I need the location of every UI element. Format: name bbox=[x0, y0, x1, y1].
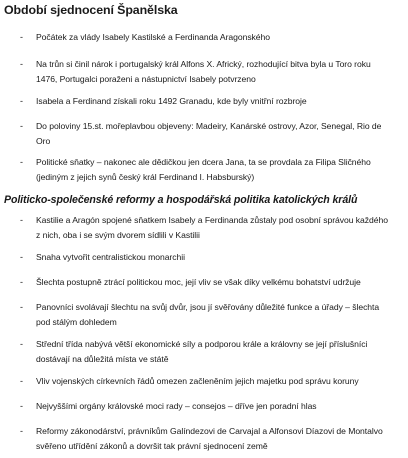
list-item-text bbox=[36, 424, 398, 453]
text-line: Politické sňatky – nakonec ale dědičkou jen dcera Jana, ta se provdala za Filipa Sličného bbox=[36, 157, 371, 167]
section-heading-unification: Období sjednocení Španělska bbox=[4, 3, 178, 17]
bullet-marker: - bbox=[20, 59, 23, 69]
text-line: Do poloviny 15.st. mořeplavbou objeveny: Madeiry, Kanárské ostrovy, Azor, Senegal, Rio de bbox=[36, 121, 382, 131]
list-item-text bbox=[36, 399, 398, 414]
text-line: Kastilie a Aragón spojené sňatkem Isabely a Ferdinanda zůstaly pod osobní správou každého bbox=[36, 215, 388, 225]
text-line: Šlechta postupně ztrácí politickou moc, její vliv se však díky velkému bohatství udržuje bbox=[36, 277, 361, 287]
list-item-text bbox=[36, 30, 398, 45]
list-item-text bbox=[36, 213, 398, 242]
text-line: (jediným z jejich synů český král Ferdinand I. Habsburský) bbox=[36, 171, 255, 182]
bullet-marker: - bbox=[20, 252, 23, 262]
list-item-text bbox=[36, 300, 398, 329]
bullet-marker: - bbox=[20, 157, 23, 167]
bullet-marker: - bbox=[20, 215, 23, 225]
bullet-marker: - bbox=[20, 426, 23, 436]
text-line: Isabela a Ferdinand získali roku 1492 Granadu, kde byly vnitřní rozbroje bbox=[36, 96, 307, 106]
list-item-text bbox=[36, 250, 398, 265]
bullet-marker: - bbox=[20, 401, 23, 411]
bullet-marker: - bbox=[20, 339, 23, 349]
text-line: 1476, Portugalci poraženi a nástupnictví Isabely potvrzeno bbox=[36, 73, 256, 84]
text-line: z nich, oba i se svým dvorem sídlili v Kastilii bbox=[36, 229, 200, 240]
text-line: Nejvyššími orgány královské moci rady – consejos – dříve jen poradní hlas bbox=[36, 401, 317, 411]
text-line: Snaha vytvořit centralistickou monarchii bbox=[36, 252, 185, 262]
text-line: svěřeno utřídění zákonů a dovršit tak právní sjednocení země bbox=[36, 440, 268, 451]
text-line: Počátek za vlády Isabely Kastilské a Ferdinanda Aragonského bbox=[36, 32, 270, 42]
bullet-marker: - bbox=[20, 96, 23, 106]
list-item-text bbox=[36, 275, 398, 290]
list-item-text bbox=[36, 119, 398, 148]
bullet-marker: - bbox=[20, 302, 23, 312]
text-line: Reformy zákonodárství, právníkům Galíndezovi de Carvajal a Alfonsovi Díazovi de Montalvo bbox=[36, 426, 383, 436]
text-line: Panovníci svolávají šlechtu na svůj dvůr, jsou jí svěřovány důležité funkce a úřady – šlechta bbox=[36, 302, 380, 312]
list-item-text bbox=[36, 94, 398, 109]
text-line: Střední třída nabývá větší ekonomické síly a podporou krále a královny se její příslušníci bbox=[36, 339, 368, 349]
bullet-marker: - bbox=[20, 376, 23, 386]
list-item-text bbox=[36, 57, 398, 86]
text-line: Oro bbox=[36, 135, 51, 146]
bullet-marker: - bbox=[20, 277, 23, 287]
text-line: dostávají na důležitá místa ve státě bbox=[36, 353, 169, 364]
list-item-text bbox=[36, 374, 398, 389]
bullet-marker: - bbox=[20, 121, 23, 131]
list-item-text bbox=[36, 337, 398, 366]
text-line: pod stálým dohledem bbox=[36, 316, 117, 327]
section-heading-reforms: Politicko-společenské reformy a hospodářská politika katolických králů bbox=[4, 194, 358, 206]
text-line: Vliv vojenských církevních řádů omezen začleněním jejich majetku pod správu koruny bbox=[36, 376, 359, 386]
list-item-text bbox=[36, 155, 398, 184]
bullet-marker: - bbox=[20, 32, 23, 42]
text-line: Na trůn si činil nárok i portugalský král Alfons X. Africký, rozhodující bitva byla u Toro roku bbox=[36, 59, 371, 69]
